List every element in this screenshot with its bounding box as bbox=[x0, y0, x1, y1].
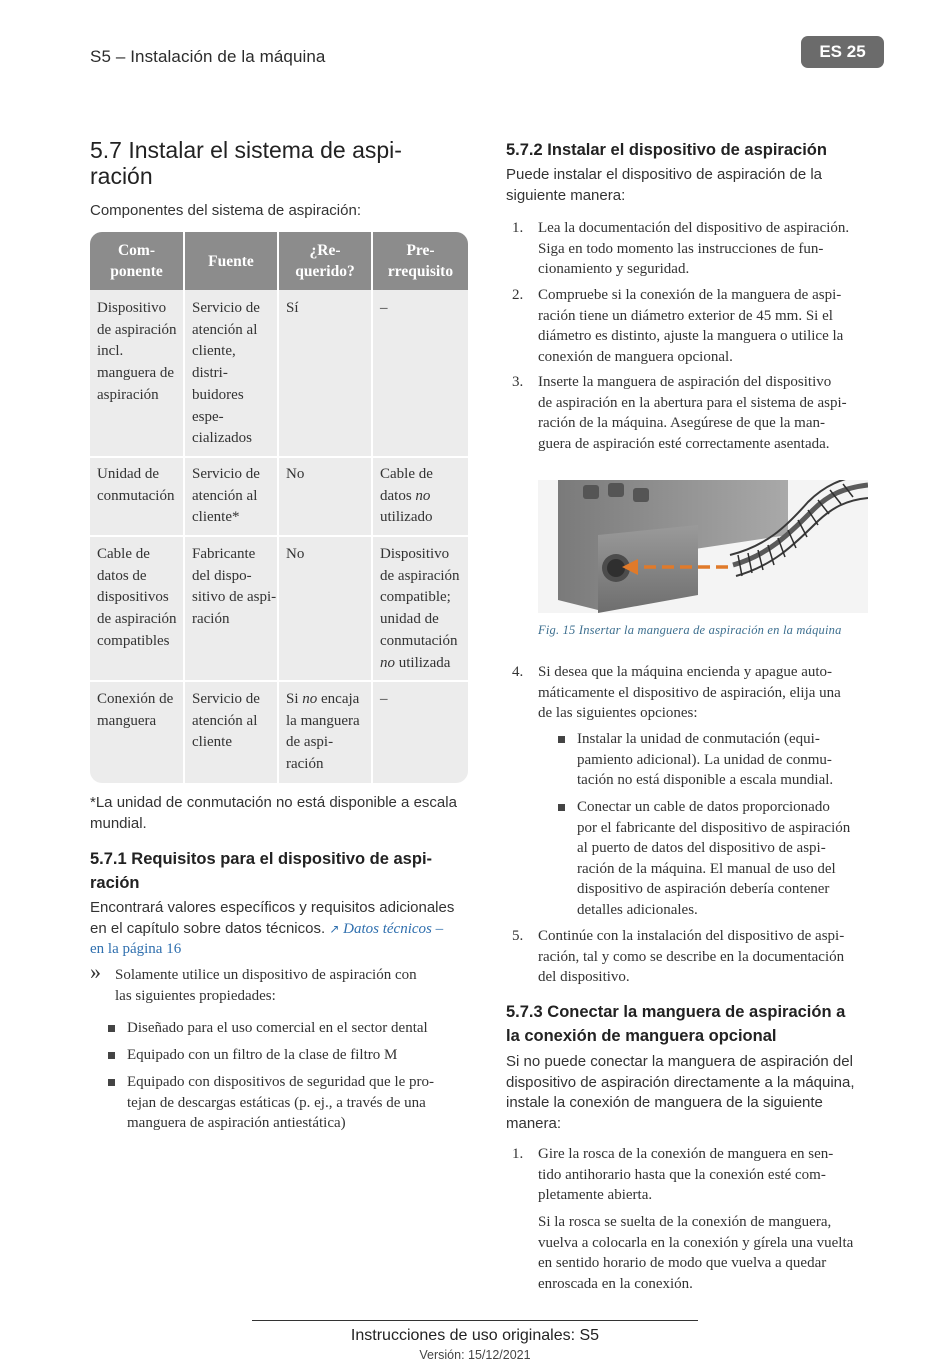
sub1-title-line-1: 5.7.1 Requisitos para el dispositivo de aspi- bbox=[90, 850, 433, 868]
req-para-line-2: en el capítulo sobre datos técnicos. bbox=[90, 919, 326, 937]
datos-tecnicos-link[interactable] bbox=[329, 921, 443, 937]
install-intro bbox=[506, 165, 822, 206]
subsection-title-5-7-2: 5.7.2 Instalar el dispositivo de aspiración bbox=[506, 141, 827, 159]
table-cell: – bbox=[380, 691, 388, 707]
list-item: Equipado con un filtro de la clase de filtro M bbox=[127, 1047, 398, 1063]
hose-insertion-figure bbox=[538, 480, 868, 613]
step-number: 3. bbox=[512, 374, 524, 390]
components-table bbox=[90, 232, 468, 783]
table-cell: Cable de datos de dispositivos de aspiración compatibles bbox=[97, 546, 177, 649]
table-header-required: ¿Re- querido? bbox=[279, 232, 371, 290]
section-title bbox=[90, 137, 402, 189]
requirement-marker-icon: » bbox=[90, 959, 101, 984]
table-cell: Servicio de atención al cliente, distri- buidores espe- cializados bbox=[192, 300, 260, 447]
bullet-icon bbox=[558, 804, 565, 811]
subsection-title-5-7-1 bbox=[90, 847, 432, 895]
table-cell: Conexión de manguera bbox=[97, 691, 174, 729]
footer-version: Versión: 15/12/2021 bbox=[419, 1348, 531, 1362]
table-cell: Sí bbox=[286, 300, 299, 316]
bullet-icon bbox=[108, 1025, 115, 1032]
step-number: 1. bbox=[512, 1146, 524, 1162]
section-title-line-2: ración bbox=[90, 163, 153, 189]
sub1-title-line-2: ración bbox=[90, 874, 140, 892]
sub3-title-line-1: 5.7.3 Conectar la manguera de aspiración a bbox=[506, 1003, 846, 1021]
list-item: Instalar la unidad de conmutación (equi- pamiento adicional). La unidad de conmu- tación no está disponible a escala mundial. bbox=[577, 731, 834, 788]
running-header-title: S5 – Instalación de la máquina bbox=[90, 47, 326, 66]
table-cell: Dispositivo de aspiración incl. manguera de aspiración bbox=[97, 300, 177, 403]
footnote-line-2: mundial. bbox=[90, 814, 147, 832]
bullet-icon bbox=[108, 1052, 115, 1059]
list-item: Lea la documentación del dispositivo de aspiración. Siga en todo momento las instrucciones de fun- cionamiento y seguridad. bbox=[538, 220, 850, 277]
list-item: Conectar un cable de datos proporcionado por el fabricante del dispositivo de aspiración al puerto de datos del dispositivo de aspi- ración de la máquina. El manual de uso del dispositivo de aspiración debería contener detalles adicionales. bbox=[577, 799, 851, 918]
table-cell: Fabricante del dispo- sitivo de aspi- ración bbox=[192, 546, 277, 628]
table-cell: Servicio de atención al cliente bbox=[192, 691, 260, 751]
table-cell: Servicio de atención al cliente* bbox=[192, 466, 260, 526]
table-cell: Cable de datos no utilizado bbox=[380, 466, 433, 526]
req-line-2: las siguientes propiedades: bbox=[115, 987, 276, 1004]
step-number: 5. bbox=[512, 928, 524, 944]
table-cell: Unidad de conmutación bbox=[97, 466, 175, 504]
list-item: Inserte la manguera de aspiración del dispositivo de aspiración en la abertura para el sistema de aspi- ración de la máquina. Asegúrese de que la man- guera de aspiración esté correctamente asentada. bbox=[538, 374, 847, 452]
requirement-instruction bbox=[115, 965, 417, 1006]
footnote-line-1: *La unidad de conmutación no está disponible a escala bbox=[90, 794, 457, 811]
figure-caption: Fig. 15 Insertar la manguera de aspiración en la máquina bbox=[538, 623, 842, 637]
table-footnote bbox=[90, 793, 457, 834]
footer-divider bbox=[252, 1320, 698, 1321]
components-intro: Componentes del sistema de aspiración: bbox=[90, 202, 361, 219]
section-title-line-1: 5.7 Instalar el sistema de aspi- bbox=[90, 137, 402, 163]
step-note: Si la rosca se suelta de la conexión de manguera, vuelva a colocarla en la conexión y gírela una vuelta en sentido horario de modo que vuelva a quedar enroscada en la conexión. bbox=[538, 1214, 854, 1292]
sub3-title-line-2: la conexión de manguera opcional bbox=[506, 1027, 777, 1045]
table-header-component: Com- ponente bbox=[90, 232, 183, 290]
datos-tecnicos-link-page[interactable]: en la página 16 bbox=[90, 941, 182, 957]
step-number: 1. bbox=[512, 220, 524, 236]
bullet-icon bbox=[108, 1079, 115, 1086]
list-item: Compruebe si la conexión de la manguera de aspi- ración tiene un diámetro exterior de 45 mm. Si el diámetro es distinto, ajuste la manguera o utilice la conexión de manguera opcional. bbox=[538, 287, 844, 365]
machine-hose-illustration bbox=[538, 480, 868, 613]
footer-title: Instrucciones de uso originales: S5 bbox=[350, 1327, 600, 1344]
table-cell: – bbox=[380, 300, 388, 316]
list-item: Equipado con dispositivos de seguridad que le pro- tejan de descargas estáticas (p. ej., a través de una manguera de aspiración antiestática) bbox=[127, 1074, 435, 1131]
table-cell: No bbox=[286, 466, 305, 482]
req-para-line-1: Encontrará valores específicos y requisitos adicionales bbox=[90, 899, 455, 916]
install-intro-line-2: siguiente manera: bbox=[506, 186, 626, 204]
optional-connection-intro: Si no puede conectar la manguera de aspiración del dispositivo de aspiración directamente a la máquina, instale la conexión de manguera de la siguiente manera: bbox=[506, 1053, 855, 1132]
table-header-source: Fuente bbox=[185, 232, 277, 290]
install-intro-line-1: Puede instalar el dispositivo de aspiración de la bbox=[506, 166, 823, 183]
list-item: Continúe con la instalación del dispositivo de aspi- ración, tal y como se describe en la documentación del dispositivo. bbox=[538, 928, 845, 985]
link-text-line-1: Datos técnicos – bbox=[343, 920, 444, 937]
req-line-1: Solamente utilice un dispositivo de aspiración con bbox=[115, 967, 417, 983]
table-cell: Si no encaja la manguera de aspi- ración bbox=[286, 691, 360, 773]
subsection-title-5-7-3 bbox=[506, 1000, 845, 1048]
list-item: Si desea que la máquina encienda y apague auto- máticamente el dispositivo de aspiración, elija una de las siguientes opciones: bbox=[538, 664, 841, 721]
external-link-icon: ↗ bbox=[329, 921, 340, 936]
table-header-prerequisite: Pre- rrequisito bbox=[373, 232, 468, 290]
step-number: 2. bbox=[512, 287, 524, 303]
table-cell: No bbox=[286, 546, 305, 562]
page-number-badge: ES 25 bbox=[801, 36, 884, 68]
list-item: Diseñado para el uso comercial en el sector dental bbox=[127, 1020, 428, 1036]
bullet-icon bbox=[558, 736, 565, 743]
list-item: Gire la rosca de la conexión de manguera en sen- tido antihorario hasta que la conexión esté com- pletamente abierta. bbox=[538, 1146, 834, 1203]
step-number: 4. bbox=[512, 664, 524, 680]
requirements-paragraph bbox=[90, 898, 454, 960]
table-cell: Dispositivo de aspiración compatible; unidad de conmutación no utilizada bbox=[380, 546, 460, 671]
